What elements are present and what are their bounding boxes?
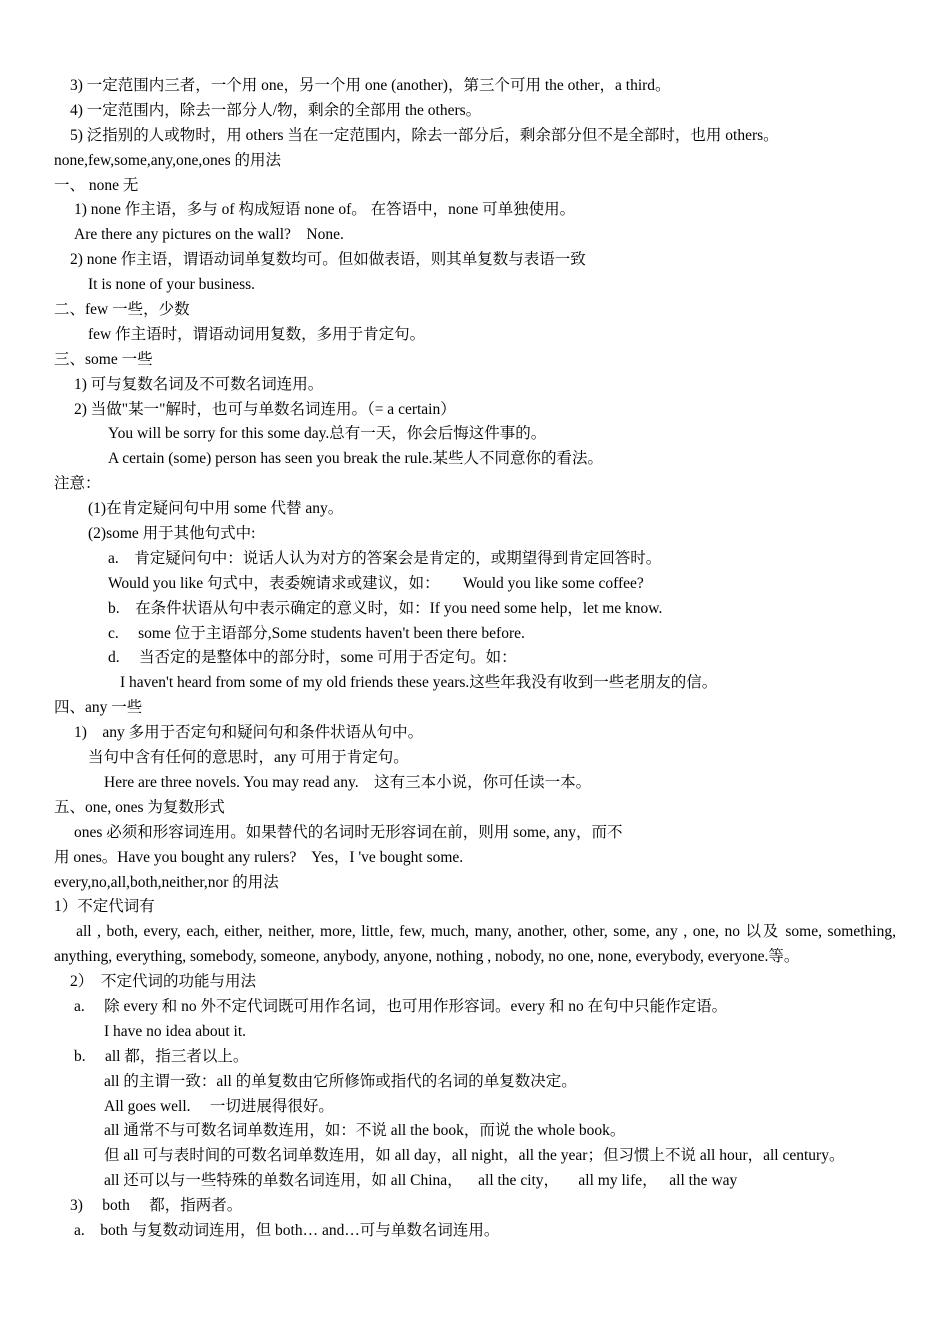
text-line: every,no,all,both,neither,nor 的用法 bbox=[54, 873, 279, 891]
text-line: ones 必须和形容词连用。如果替代的名词时无形容词在前，则用 some, any，而不 bbox=[74, 823, 623, 841]
text-line: c. some 位于主语部分,Some students haven't been there before. bbox=[108, 624, 525, 642]
text-line: d. 当否定的是整体中的部分时，some 可用于否定句。如： bbox=[108, 649, 517, 667]
text-line: 1) 可与复数名词及不可数名词连用。 bbox=[74, 375, 324, 393]
text-line: 2） 不定代词的功能与用法 bbox=[70, 973, 257, 991]
text-line: all 通常不与可数名词单数连用，如：不说 all the book，而说 the whole book。 bbox=[104, 1122, 626, 1140]
text-line: none,few,some,any,one,ones 的用法 bbox=[54, 151, 281, 169]
text-line: 1) any 多用于否定句和疑问句和条件状语从句中。 bbox=[74, 724, 424, 742]
text-line: (1)在肯定疑问句中用 some 代替 any。 bbox=[88, 500, 344, 518]
document-body bbox=[54, 74, 896, 1244]
text-line: 5) 泛指别的人或物时，用 others 当在一定范围内，除去一部分后，剩余部分但不是全部时，也用 others。 bbox=[70, 126, 779, 144]
text-line: 4) 一定范围内，除去一部分人/物，剩余的全部用 the others。 bbox=[70, 101, 482, 119]
text-line: 3) both 都，指两者。 bbox=[70, 1197, 243, 1215]
text-line: All goes well. 一切进展得很好。 bbox=[104, 1097, 334, 1115]
text-line: Are there any pictures on the wall? None. bbox=[74, 226, 344, 244]
text-line: 但 all 可与表时间的可数名词单数连用，如 all day，all night，all the year；但习惯上不说 all hour，all century。 bbox=[104, 1147, 845, 1165]
text-line: a. 肯定疑问句中：说话人认为对方的答案会是肯定的，或期望得到肯定回答时。 bbox=[108, 549, 662, 567]
text-line: It is none of your business. bbox=[88, 276, 256, 294]
text-line: You will be sorry for this some day.总有一天，你会后悔这件事的。 bbox=[108, 425, 547, 443]
text-line: a. 除 every 和 no 外不定代词既可用作名词，也可用作形容词。every 和 no 在句中只能作定语。 bbox=[74, 997, 728, 1015]
text-line: 3) 一定范围内三者，一个用 one，另一个用 one (another)，第三个可用 the other，a third。 bbox=[70, 77, 671, 94]
text-line: 2) none 作主语，谓语动词单复数均可。但如做表语，则其单复数与表语一致 bbox=[70, 251, 586, 269]
text-line: 当句中含有任何的意思时，any 可用于肯定句。 bbox=[88, 749, 409, 767]
text-line: few 作主语时，谓语动词用复数，多用于肯定句。 bbox=[88, 325, 426, 343]
text-line: 一、 none 无 bbox=[54, 176, 139, 194]
text-line: (2)some 用于其他句式中: bbox=[88, 525, 256, 543]
text-line: b. all 都，指三者以上。 bbox=[74, 1047, 249, 1065]
text-line: a. both 与复数动词连用，但 both… and…可与单数名词连用。 bbox=[74, 1222, 500, 1239]
text-line: I have no idea about it. bbox=[104, 1022, 247, 1040]
text-line: all 还可以与一些特殊的单数名词连用，如 all China， all the city， all my life， all the way bbox=[104, 1172, 738, 1190]
text-line: 三、some 一些 bbox=[54, 350, 153, 368]
text-line: 用 ones。Have you bought any rulers? Yes，I 've bought some. bbox=[54, 848, 464, 866]
text-line: 五、one, ones 为复数形式 bbox=[54, 798, 225, 816]
text-line: Here are three novels. You may read any. 这有三本小说，你可任读一本。 bbox=[104, 773, 592, 791]
text-line: b. 在条件状语从句中表示确定的意义时，如：If you need some help，let me know. bbox=[108, 599, 663, 617]
text-line: all , both, every, each, either, neither, more, little, few, much, many, another, other, some, any , one, no 以及 some, something, anything, everything, somebody, someone, anybody, anyone, nothing , nobody, no one, none, everybody, everyone.等。 bbox=[54, 923, 896, 966]
text-line: 2) 当做"某一"解时，也可与单数名词连用。（= a certain） bbox=[74, 400, 456, 418]
text-line: I haven't heard from some of my old friends these years.这些年我没有收到一些老朋友的信。 bbox=[120, 674, 718, 692]
text-line: all 的主谓一致：all 的单复数由它所修饰或指代的名词的单复数决定。 bbox=[104, 1072, 577, 1090]
text-line: A certain (some) person has seen you break the rule.某些人不同意你的看法。 bbox=[108, 450, 604, 468]
text-line: 注意： bbox=[54, 475, 101, 493]
text-line: 二、few 一些，少数 bbox=[54, 301, 190, 319]
text-line: 1）不定代词有 bbox=[54, 898, 155, 916]
text-line: 四、any 一些 bbox=[54, 699, 143, 717]
text-line: 1) none 作主语，多与 of 构成短语 none of。 在答语中，none 可单独使用。 bbox=[74, 201, 576, 219]
text-line: Would you like 句式中，表委婉请求或建议，如： Would you like some coffee? bbox=[108, 574, 644, 592]
